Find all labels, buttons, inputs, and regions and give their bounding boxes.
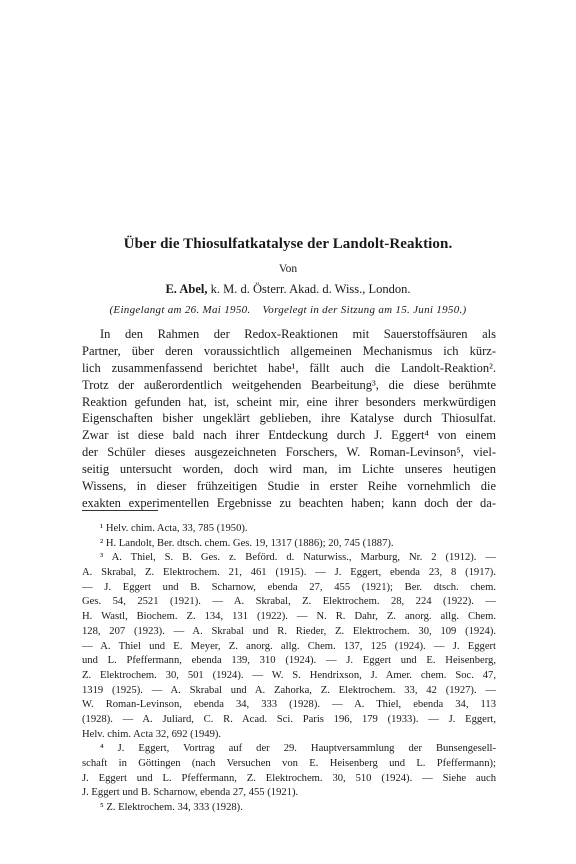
body-line: Partner, über deren voraussichtlich allgemeinen Mechanismus ich kürz- bbox=[82, 343, 496, 358]
footnote-line: schaft in Göttingen (nach Versuchen von E. Heisenberg und L. Pfeffermann); bbox=[82, 758, 496, 769]
footnote-line: ⁴ J. Eggert, Vortrag auf der 29. Hauptversammlung der Bunsengesell- bbox=[100, 743, 496, 755]
footnote-line: — J. Eggert und B. Scharnow, ebenda 27, 455 (1921); Ber. dtsch. chem. bbox=[82, 581, 496, 593]
footnote-line: — A. Thiel und E. Meyer, Z. anorg. allg. Chem. 137, 125 (1924). — J. Eggert bbox=[82, 640, 496, 652]
footnote-line: ¹ Helv. chim. Acta, 33, 785 (1950). bbox=[100, 523, 248, 534]
footnote-line: J. Eggert und B. Scharnow, ebenda 27, 455 (1921). bbox=[82, 787, 299, 799]
author-line bbox=[0, 282, 576, 297]
footnote-line: ² H. Landolt, Ber. dtsch. chem. Ges. 19, 1317 (1886); 20, 745 (1887). bbox=[100, 537, 394, 549]
footnote-line: 1319 (1925). — A. Skrabal und A. Zahorka, Z. Elektrochem. 33, 42 (1927). — bbox=[82, 684, 496, 696]
footnote-line: ⁵ Z. Elektrochem. 34, 333 (1928). bbox=[100, 802, 243, 814]
footnote-line: A. Skrabal, Z. Elektrochem. 21, 461 (1915). — J. Eggert, ebenda 23, 8 (1917). bbox=[82, 567, 496, 579]
body-line: Eigenschaften bisher ungeklärt geblieben, ihre Katalyse durch Thiosulfat. bbox=[82, 411, 496, 426]
footnote-line: ³ A. Thiel, S. B. Ges. z. Beförd. d. Naturwiss., Marburg, Nr. 2 (1912). — bbox=[100, 552, 496, 564]
footnote-divider bbox=[82, 510, 158, 511]
footnote-line: 128, 207 (1923). — A. Skrabal und R. Rieder, Z. Elektrochem. 30, 109 (1924). bbox=[82, 625, 496, 637]
author-affiliation: k. M. d. Österr. Akad. d. Wiss., London. bbox=[210, 282, 411, 296]
footnote-line: H. Wastl, Biochem. Z. 134, 131 (1922). — N. R. Dahr, Z. anorg. allg. Chem. bbox=[82, 611, 496, 623]
footnote-line: (1928). — A. Juliard, C. R. Acad. Sci. Paris 196, 179 (1933). — J. Eggert, bbox=[82, 713, 496, 725]
body-line: Zwar ist diese bald nach ihrer Entdeckung durch J. Eggert⁴ von einem bbox=[82, 428, 496, 443]
footnote-line: Z. Elektrochem. 30, 501 (1924). — W. S. Hendrixson, J. Amer. chem. Soc. 47, bbox=[82, 669, 496, 681]
body-line: exakten experimentellen Ergebnisse zu beachten haben; kann doch der da- bbox=[82, 495, 496, 510]
article-title: Über die Thiosulfatkatalyse der Landolt-Reaktion. bbox=[123, 236, 453, 252]
presented-date: Vorgelegt in der Sitzung am 15. Juni 1950.) bbox=[262, 304, 467, 316]
received-date: (Eingelangt am 26. Mai 1950. bbox=[109, 304, 251, 316]
footnotes bbox=[82, 522, 496, 816]
von-label: Von bbox=[278, 263, 298, 275]
body-text bbox=[82, 326, 496, 512]
footnote-line: Ges. 54, 2521 (1921). — A. Skrabal, Z. Elektrochem. 28, 224 (1922). — bbox=[82, 596, 496, 608]
footnote-line: J. Eggert und L. Pfeffermann, Z. Elektrochem. 30, 510 (1924). — Siehe auch bbox=[82, 772, 496, 784]
body-line: Trotz der außerordentlich weitgehenden Bearbeitung³, die diese berühmte bbox=[82, 377, 496, 392]
body-line: seitig untersucht worden, doch wird man, im Lichte unseres heutigen bbox=[82, 462, 496, 477]
body-line: In den Rahmen der Redox-Reaktionen mit Sauerstoffsäuren als bbox=[100, 327, 496, 341]
footnote-line: W. Roman-Levinson, ebenda 34, 333 (1928). — A. Thiel, ebenda 34, 113 bbox=[82, 699, 496, 711]
body-line: der Schüler dieses ausgezeichneten Forschers, W. Roman-Levinson⁵, viel- bbox=[82, 445, 496, 460]
footnote-line: und L. Pfeffermann, ebenda 139, 310 (1924). — J. Eggert und E. Heisenberg, bbox=[82, 655, 496, 667]
author-name: E. Abel, bbox=[165, 282, 208, 296]
body-line: lich zusammenfassend berichtet habe¹, fällt auch die Landolt-Reaktion². bbox=[82, 360, 496, 375]
date-line bbox=[0, 304, 576, 316]
body-line: Reaktion gefunden hat, ist, scheint mir, eine ihrer besonders merkwürdigen bbox=[82, 394, 496, 409]
body-line: Wissens, in dieser frühzeitigen Studie in erster Reihe vornehmlich die bbox=[82, 479, 496, 494]
footnote-line: Helv. chim. Acta 32, 692 (1949). bbox=[82, 728, 222, 740]
